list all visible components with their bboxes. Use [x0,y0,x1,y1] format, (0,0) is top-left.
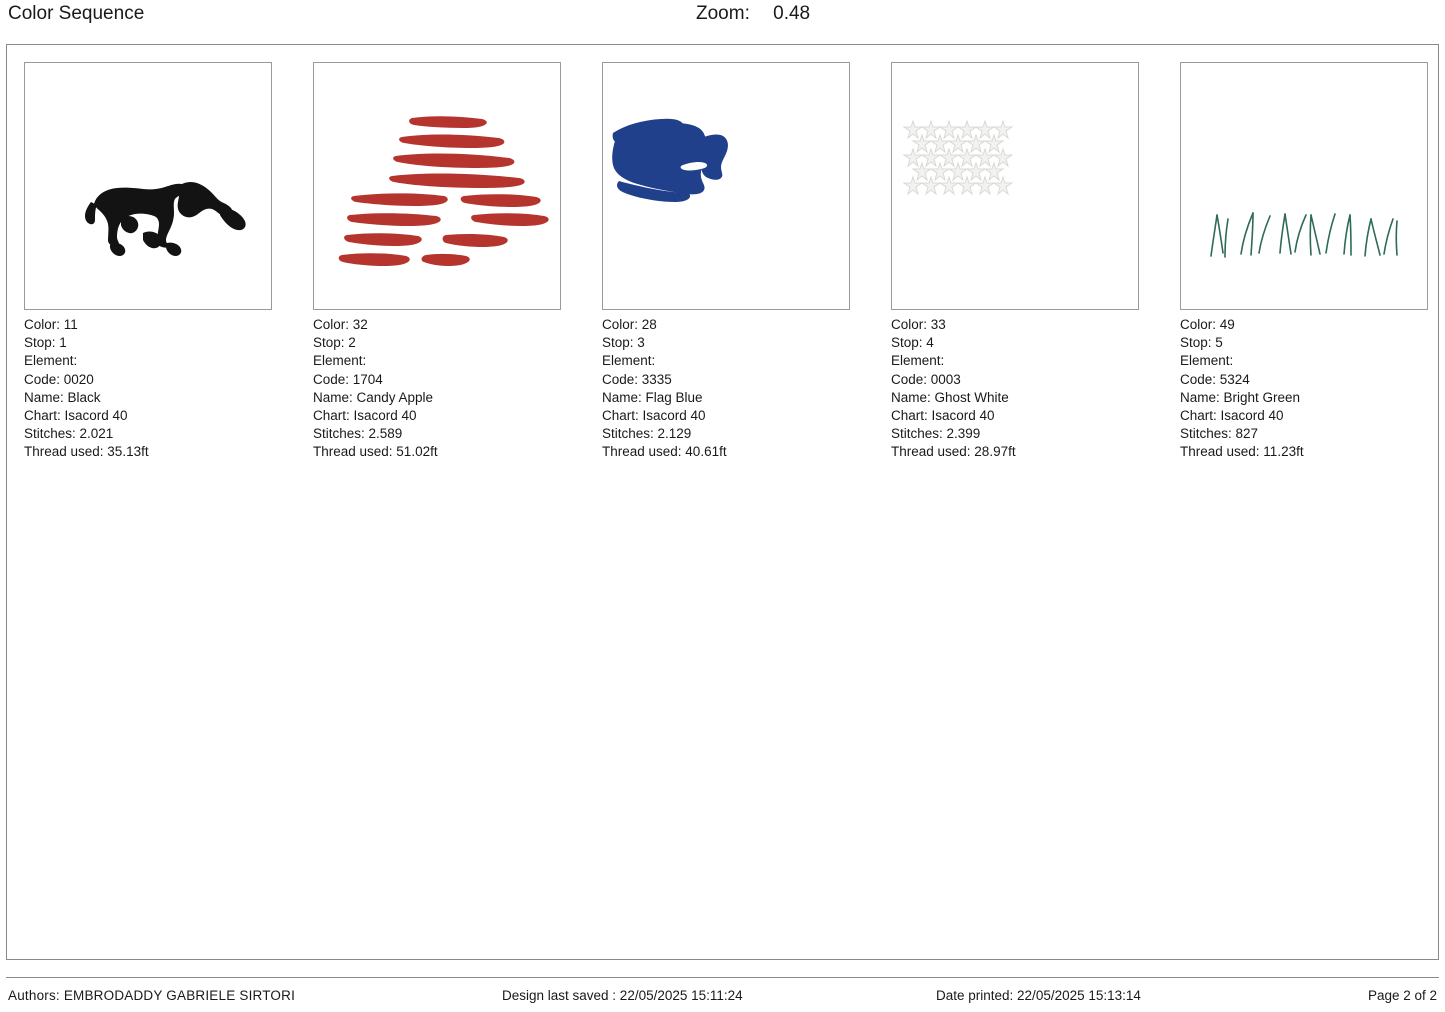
thread-name: Name: Black [24,389,101,405]
thread-code: Code: 5324 [1180,371,1250,387]
footer-last-saved: Design last saved : 22/05/2025 15:11:24 [502,988,743,1003]
color-sequence-item[interactable] [891,62,1141,462]
color-number: Color: 33 [891,317,946,332]
page-header [0,0,1445,44]
color-sequence-item[interactable] [313,62,563,462]
thread-chart: Chart: Isacord 40 [891,408,995,424]
zoom-label: Zoom: [696,3,750,24]
color-info [24,316,274,462]
stitch-count: Stitches: 2.021 [24,426,114,442]
stop-number: Stop: 5 [1180,335,1223,351]
footer-page-number: Page 2 of 2 [1367,988,1437,1003]
thread-used: Thread used: 35.13ft [24,444,149,460]
stop-number: Stop: 1 [24,335,67,351]
thread-used: Thread used: 11.23ft [1180,444,1304,460]
element-name: Element: [602,353,656,369]
swatch-preview-ghost-white [891,62,1139,310]
stitch-count: Stitches: 2.129 [602,426,692,442]
thread-chart: Chart: Isacord 40 [1180,408,1284,424]
element-name: Element: [313,353,367,369]
zoom-control [696,3,810,25]
grass-blades-icon [1211,213,1397,257]
thread-name: Name: Flag Blue [602,389,703,405]
thread-name: Name: Bright Green [1180,389,1301,405]
zoom-value[interactable]: 0.48 [773,3,811,24]
thread-chart: Chart: Isacord 40 [313,408,417,424]
swatch-preview-flag-blue [602,62,850,310]
thread-code: Code: 3335 [602,371,672,387]
color-info [891,316,1141,462]
thread-used: Thread used: 28.97ft [891,444,1016,460]
footer-authors: Authors: EMBRODADDY GABRIELE SIRTORI [8,988,296,1003]
element-name: Element: [24,353,78,369]
stitch-count: Stitches: 2.399 [891,426,981,442]
footer-divider [6,977,1439,978]
thread-name: Name: Candy Apple [313,389,434,405]
swatch-preview-bright-green [1180,62,1428,310]
thread-code: Code: 0020 [24,371,94,387]
page-footer [0,988,1445,1012]
thread-used: Thread used: 51.02ft [313,444,438,460]
color-sequence-item[interactable] [602,62,852,462]
page-title: Color Sequence [8,3,145,24]
swatch-preview-black [24,62,272,310]
thread-code: Code: 0003 [891,371,961,387]
stop-number: Stop: 3 [602,335,645,351]
dog-silhouette-icon [85,182,246,256]
color-sequence-item[interactable] [1180,62,1430,462]
thread-name: Name: Ghost White [891,389,1009,405]
flag-stripes-icon [339,116,549,266]
color-sequence-list [24,62,1430,462]
footer-date-printed: Date printed: 22/05/2025 15:13:14 [936,988,1141,1003]
color-sequence-item[interactable] [24,62,274,462]
stitch-count: Stitches: 827 [1180,426,1259,442]
thread-chart: Chart: Isacord 40 [602,408,706,424]
flag-canton-icon [612,119,728,202]
color-info [602,316,852,462]
stop-number: Stop: 2 [313,335,356,351]
color-number: Color: 49 [1180,317,1235,332]
thread-used: Thread used: 40.61ft [602,444,727,460]
color-number: Color: 28 [602,317,657,332]
swatch-preview-candy-apple [313,62,561,310]
color-number: Color: 11 [24,317,78,332]
element-name: Element: [891,353,945,369]
stitch-count: Stitches: 2.589 [313,426,403,442]
color-number: Color: 32 [313,317,368,332]
thread-chart: Chart: Isacord 40 [24,408,128,424]
stars-field-icon [904,121,1012,194]
stop-number: Stop: 4 [891,335,934,351]
thread-code: Code: 1704 [313,371,383,387]
color-info [1180,316,1430,462]
element-name: Element: [1180,353,1234,369]
color-info [313,316,563,462]
